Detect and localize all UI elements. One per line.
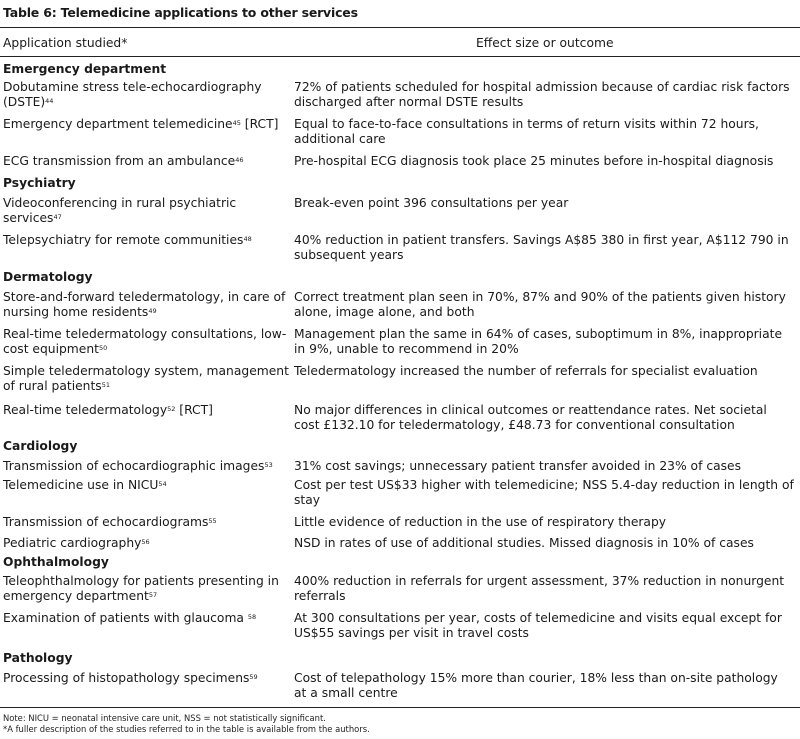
table-row-effect: 31% cost savings; unnecessary patient transfer avoided in 23% of cases (294, 459, 741, 473)
table-row-effect: Cost per test US$33 higher with telemedicine; NSS 5.4-day reduction in length of stay (294, 478, 794, 507)
table-row-effect: Cost of telepathology 15% more than courier, 18% less than on-site pathology at a small centre (294, 671, 778, 700)
table-row-effect: Equal to face-to-face consultations in terms of return visits within 72 hours, additional care (294, 117, 759, 146)
bottom-rule (0, 707, 800, 708)
table-row-effect: 400% reduction in referrals for urgent assessment, 37% reduction in nonurgent referrals (294, 574, 785, 603)
table-row-application: Real-time teledermatology consultations, low-cost equipment$^{50}$ (3, 327, 287, 356)
section-heading-emergency: Emergency department (3, 62, 167, 76)
section-heading-psychiatry: Psychiatry (3, 176, 76, 190)
table-row-effect: NSD in rates of use of additional studies. Missed diagnosis in 10% of cases (294, 536, 754, 550)
table-row-application: Real-time teledermatology$^{52}$ [RCT] (3, 403, 213, 417)
table-row-effect: Management plan the same in 64% of cases, suboptimum in 8%, inappropriate in 9%, unable to recommend in 20% (294, 327, 783, 356)
table-row-application: Simple teledermatology system, management of rural patients$^{51}$ (3, 364, 289, 393)
table-row-effect: Teledermatology increased the number of referrals for specialist evaluation (294, 364, 758, 378)
table-row-application: Transmission of echocardiographic images$^{53}$ (3, 459, 273, 473)
table-row-application: Pediatric cardiography$^{56}$ (3, 536, 150, 550)
table-row-effect: Correct treatment plan seen in 70%, 87% and 90% of the patients given history alone, image alone, and both (294, 290, 786, 319)
table-row-application: Processing of histopathology specimens$^{59}$ (3, 671, 258, 685)
table-row-effect: 72% of patients scheduled for hospital admission because of cardiac risk factors discharged after normal DSTE results (294, 80, 790, 109)
table-row-application: Store-and-forward teledermatology, in care of nursing home residents$^{49}$ (3, 290, 286, 319)
column-header-effect: Effect size or outcome (476, 36, 614, 50)
table-note: Note: NICU = neonatal intensive care unit, NSS = not statistically significant. (3, 713, 326, 723)
table-footnote: *A fuller description of the studies referred to in the table is available from the authors. (3, 724, 370, 734)
top-rule (0, 27, 800, 28)
table-row-application: Telepsychiatry for remote communities$^{48}$ (3, 233, 252, 247)
table-row-effect: 40% reduction in patient transfers. Savings A$85 380 in first year, A$112 790 in subsequent years (294, 233, 789, 262)
table-row-application: Teleophthalmology for patients presenting in emergency department$^{57}$ (3, 574, 279, 603)
section-heading-cardiology: Cardiology (3, 439, 78, 453)
table-row-application: Emergency department telemedicine$^{45}$ [RCT] (3, 117, 279, 131)
section-heading-dermatology: Dermatology (3, 270, 93, 284)
table-row-effect: No major differences in clinical outcomes or reattendance rates. Net societal cost £132.10 for teledermatology, £48.73 for conventional consultation (294, 403, 767, 432)
header-rule (0, 56, 800, 57)
table-row-application: Videoconferencing in rural psychiatric services$^{47}$ (3, 196, 237, 225)
column-header-application: Application studied* (3, 36, 128, 50)
table-row-effect: Pre-hospital ECG diagnosis took place 25 minutes before in-hospital diagnosis (294, 154, 774, 168)
table-row-effect: At 300 consultations per year, costs of telemedicine and visits equal except for US$55 savings per visit in travel costs (294, 611, 782, 640)
table-row-effect: Little evidence of reduction in the use of respiratory therapy (294, 515, 667, 529)
table-row-application: Examination of patients with glaucoma $^{58}$ (3, 611, 257, 625)
section-heading-pathology: Pathology (3, 651, 73, 665)
section-heading-ophthalmology: Ophthalmology (3, 555, 109, 569)
table-row-application: Transmission of echocardiograms$^{55}$ (3, 515, 217, 529)
table-row-application: Dobutamine stress tele-echocardiography (DSTE)$^{44}$ (3, 80, 262, 109)
table-row-application: ECG transmission from an ambulance$^{46}$ (3, 154, 244, 168)
table-title: Table 6: Telemedicine applications to other services (3, 5, 358, 20)
table-row-application: Telemedicine use in NICU$^{54}$ (3, 478, 167, 492)
table-row-effect: Break-even point 396 consultations per year (294, 196, 569, 210)
